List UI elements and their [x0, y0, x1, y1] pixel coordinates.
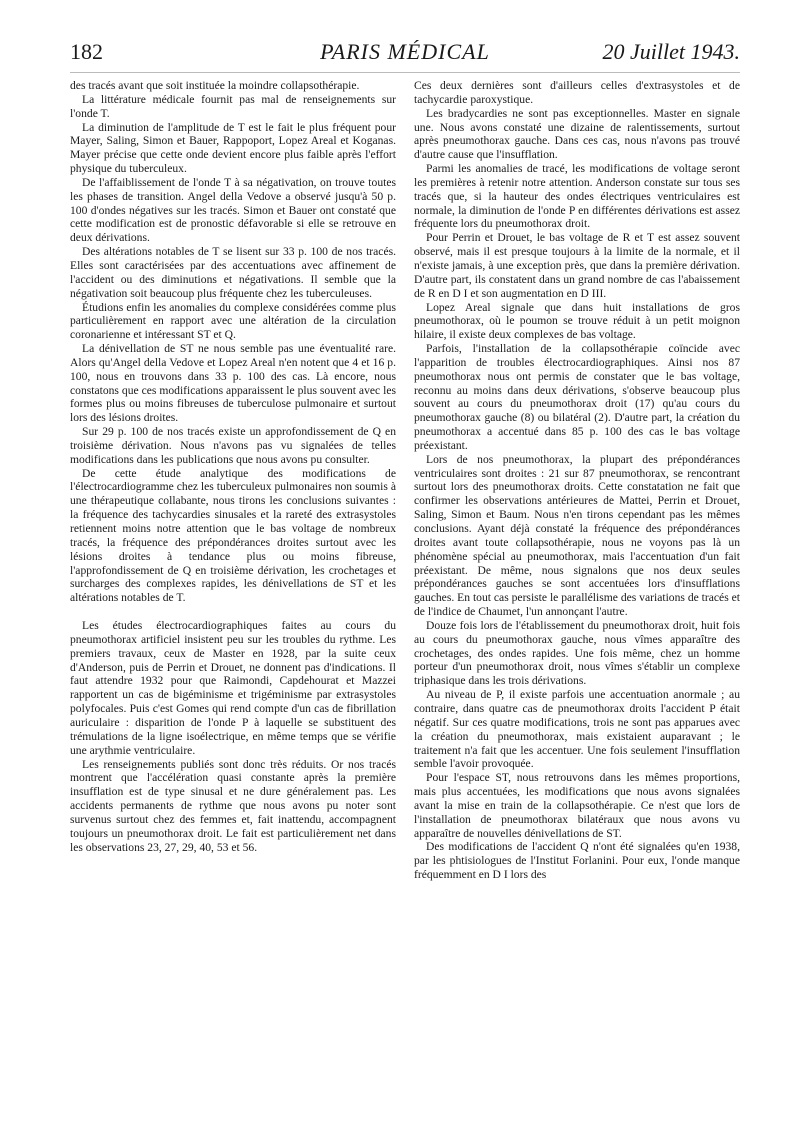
paragraph: Douze fois lors de l'établissement du pneumothorax droit, huit fois au cours du pneumothorax gauche, nous vîmes apparaître des crochetages, des ondes rapides. Une fois même, chez un homme porteur d'un pneumothorax droit, nous vîmes s'établir un complexe triphasique dans les trois dérivations.	[414, 618, 740, 688]
page-header	[70, 38, 740, 73]
paragraph: La dénivellation de ST ne nous semble pas une éventualité rare. Alors qu'Angel della Vedove et Lopez Areal n'en notent que 4 et 16 p. 100, nous en trouvons dans 33 p. 100 des cas. Là encore, nous constatons que ces modifications apparaissent le plus souvent avec les formes plus ou moins fibreuses de tuberculose pulmonaire et surtout lors des lésions droites.	[70, 342, 396, 425]
paragraph: La littérature médicale fournit pas mal de renseignements sur l'onde T.	[70, 92, 396, 120]
paragraph: Les études électrocardiographiques faites au cours du pneumothorax artificiel insistent peu sur les troubles du rythme. Les premiers travaux, ceux de Master en 1928, par la suite ceux d'Anderson, puis de Perrin et Drouet, ne donnent pas d'indications. Il faut attendre 1932 pour que Raimondi, Capdehourat et Mazzei rapportent un cas de bigéminisme et trigéminisme par extrasystoles polyfocales. Puis c'est Gomes qui rend compte d'un cas de fibrillation auriculaire : disparition de l'onde P à laquelle se substituent des trémulations de la ligne isoélectrique, en même temps que se vérifie une arythmie ventriculaire.	[70, 619, 396, 757]
paragraph: De cette étude analytique des modifications de l'électrocardiogramme chez les tuberculeux pulmonaires non soumis à une thérapeutique collabante, nous tirons les conclusions suivantes : la fréquence des tachycardies sinusales et la rareté des extrasystoles retiennent moins notre attention que le bas voltage de nombreux tracés, la fréquence des prépondérances droites surtout avec les lésions droites à tendance plus ou moins fibreuse, l'approfondissement de Q en troisième dérivation, les crochetages et surcharges des complexes rapides, les dénivellations de ST et les altérations notables de T.	[70, 466, 396, 605]
paragraph: Lopez Areal signale que dans huit installations de gros pneumothorax, où le poumon se trouve réduit à un petit moignon hilaire, il existe deux complexes de bas voltage.	[414, 300, 740, 342]
left-column	[70, 79, 396, 882]
paragraph: De l'affaiblissement de l'onde T à sa négativation, on trouve toutes les phases de transition. Angel della Vedove a observé jusqu'à 50 p. 100 d'ondes négatives sur les tracés. Simon et Bauer ont constaté que cette modification est de pronostic défavorable si elle se retrouve en deux dérivations.	[70, 175, 396, 245]
page-number: 182	[70, 39, 103, 64]
paragraph: Pour l'espace ST, nous retrouvons dans les mêmes proportions, mais plus accentuées, les modifications que nous avons signalées avant la mise en train de la collapsothérapie. Ce n'est que lors de l'installation de pneumothorax bilatéraux que nous avons vu apparaître de nouvelles dénivellations de ST.	[414, 771, 740, 840]
paragraph: Au niveau de P, il existe parfois une accentuation anormale ; au contraire, dans quatre cas de pneumothorax droits l'accident P était négatif. Sur ces quatre modifications, trois ne sont pas apparues avec la création du pneumothorax, mais existaient auparavant ; le traitement n'a fait que les accentuer. Une fois seulement l'insufflation semble l'avoir provoquée.	[414, 688, 740, 771]
article-body	[70, 79, 740, 882]
paragraph: des tracés avant que soit instituée la moindre collapsothérapie.	[70, 79, 360, 92]
journal-page	[70, 38, 740, 882]
paragraph: La diminution de l'amplitude de T est le fait le plus fréquent pour Mayer, Saling, Simon et Bauer, Rappoport, Lopez Areal et Koganas. Mayer précise que cette onde devient encore plus faible après l'effort physique du tuberculeux.	[70, 120, 396, 176]
paragraph: Des altérations notables de T se lisent sur 33 p. 100 de nos tracés. Elles sont caractérisées par des accentuations avec affinement de l'accident ou des diminutions et négativations. Il semble que la négativation soit beaucoup plus fréquente chez les tuberculeuses.	[70, 245, 396, 300]
issue-date: 20 Juillet 1943.	[602, 39, 740, 64]
paragraph: Parfois, l'installation de la collapsothérapie coïncide avec l'apparition de troubles électrocardiographiques. Ainsi nos 87 pneumothorax nous ont permis de constater que le bas voltage, reconnu au moins dans deux dérivations, s'observe beaucoup plus souvent au cours du pneumothorax droit (17) qu'au cours du pneumothorax gauche (8) ou bilatéral (2). D'autre part, la création du pneumothorax a accentué dans 85 p. 100 des cas le bas voltage préexistant.	[414, 342, 740, 452]
paragraph: Des modifications de l'accident Q n'ont été signalées qu'en 1938, par les phtisiologues de l'Institut Forlanini. Pour eux, l'onde manque fréquemment en D I lors des	[414, 840, 740, 882]
paragraph: Ces deux dernières sont d'ailleurs celles d'extrasystoles et de tachycardie paroxystique.	[414, 79, 740, 106]
paragraph: Étudions enfin les anomalies du complexe considérées comme plus particulièrement en rapport avec une altération de la circulation coronarienne et intéressant ST et Q.	[70, 300, 396, 342]
paragraph: Sur 29 p. 100 de nos tracés existe un approfondissement de Q en troisième dérivation. Nous n'avons pas vu signalées de telles modifications dans les publications que nous avons pu consulter.	[70, 425, 396, 466]
journal-title: PARIS MÉDICAL	[320, 39, 490, 64]
paragraph: Parmi les anomalies de tracé, les modifications de voltage seront les premières à retenir notre attention. Anderson constate sur tous ses tracés que, si la hauteur des ondes électriques ventriculaires est normale, la diminution de l'onde P en différentes dérivations est assez fréquente lors du pneumothorax droit.	[414, 162, 740, 231]
paragraph: Les bradycardies ne sont pas exceptionnelles. Master en signale une. Nous avons constaté une dizaine de ralentissements, surtout après pneumothorax gauche. Dans ces cas, nous n'avons pas trouvé d'autre cause que l'insufflation.	[414, 106, 740, 162]
paragraph: Lors de nos pneumothorax, la plupart des prépondérances ventriculaires sont droites : 21 sur 87 pneumothorax, se rencontrant surtout lors des pneumothorax droits. Cette constatation ne fait que confirmer les observations antérieures de Mattei, Perrin et Drouet, Saling, Simon et Baum. Nous n'en tirons cependant pas les mêmes conclusions. Ayant déjà constaté la fréquence des prépondérances droites avant toute collapsothérapie, nous ne voyons pas là un phénomène spécial au pneumothorax, mais l'accentuation d'un fait préexistant. De même, nous signalons que nos deux seules prépondérances gauches se sont accentuées lors d'insufflations gauches. En tout cas persiste le parallélisme des variations de tracés et de l'indice de Chaumet, l'un annonçant l'autre.	[414, 452, 740, 619]
paragraph: Pour Perrin et Drouet, le bas voltage de R et T est assez souvent observé, mais il est presque toujours à la limite de la normale, et il n'existe jamais, à une exception près, que dans la première dérivation. D'autre part, ils constatent dans un grand nombre de cas l'abaissement de R en D I et son augmentation en D III.	[414, 231, 740, 300]
paragraph: Les renseignements publiés sont donc très réduits. Or nos tracés montrent que l'accélération quasi constante après la première insufflation est de type sinusal et ne dure généralement pas. Les accidents permanents de rythme que nous avons pu noter sont survenus surtout chez des femmes et, fait inattendu, accompagnent toujours un pneumothorax droit. Le fait est particulièrement net dans les observations 23, 27, 29, 40, 53 et 56.	[70, 757, 396, 854]
right-column	[414, 79, 740, 882]
